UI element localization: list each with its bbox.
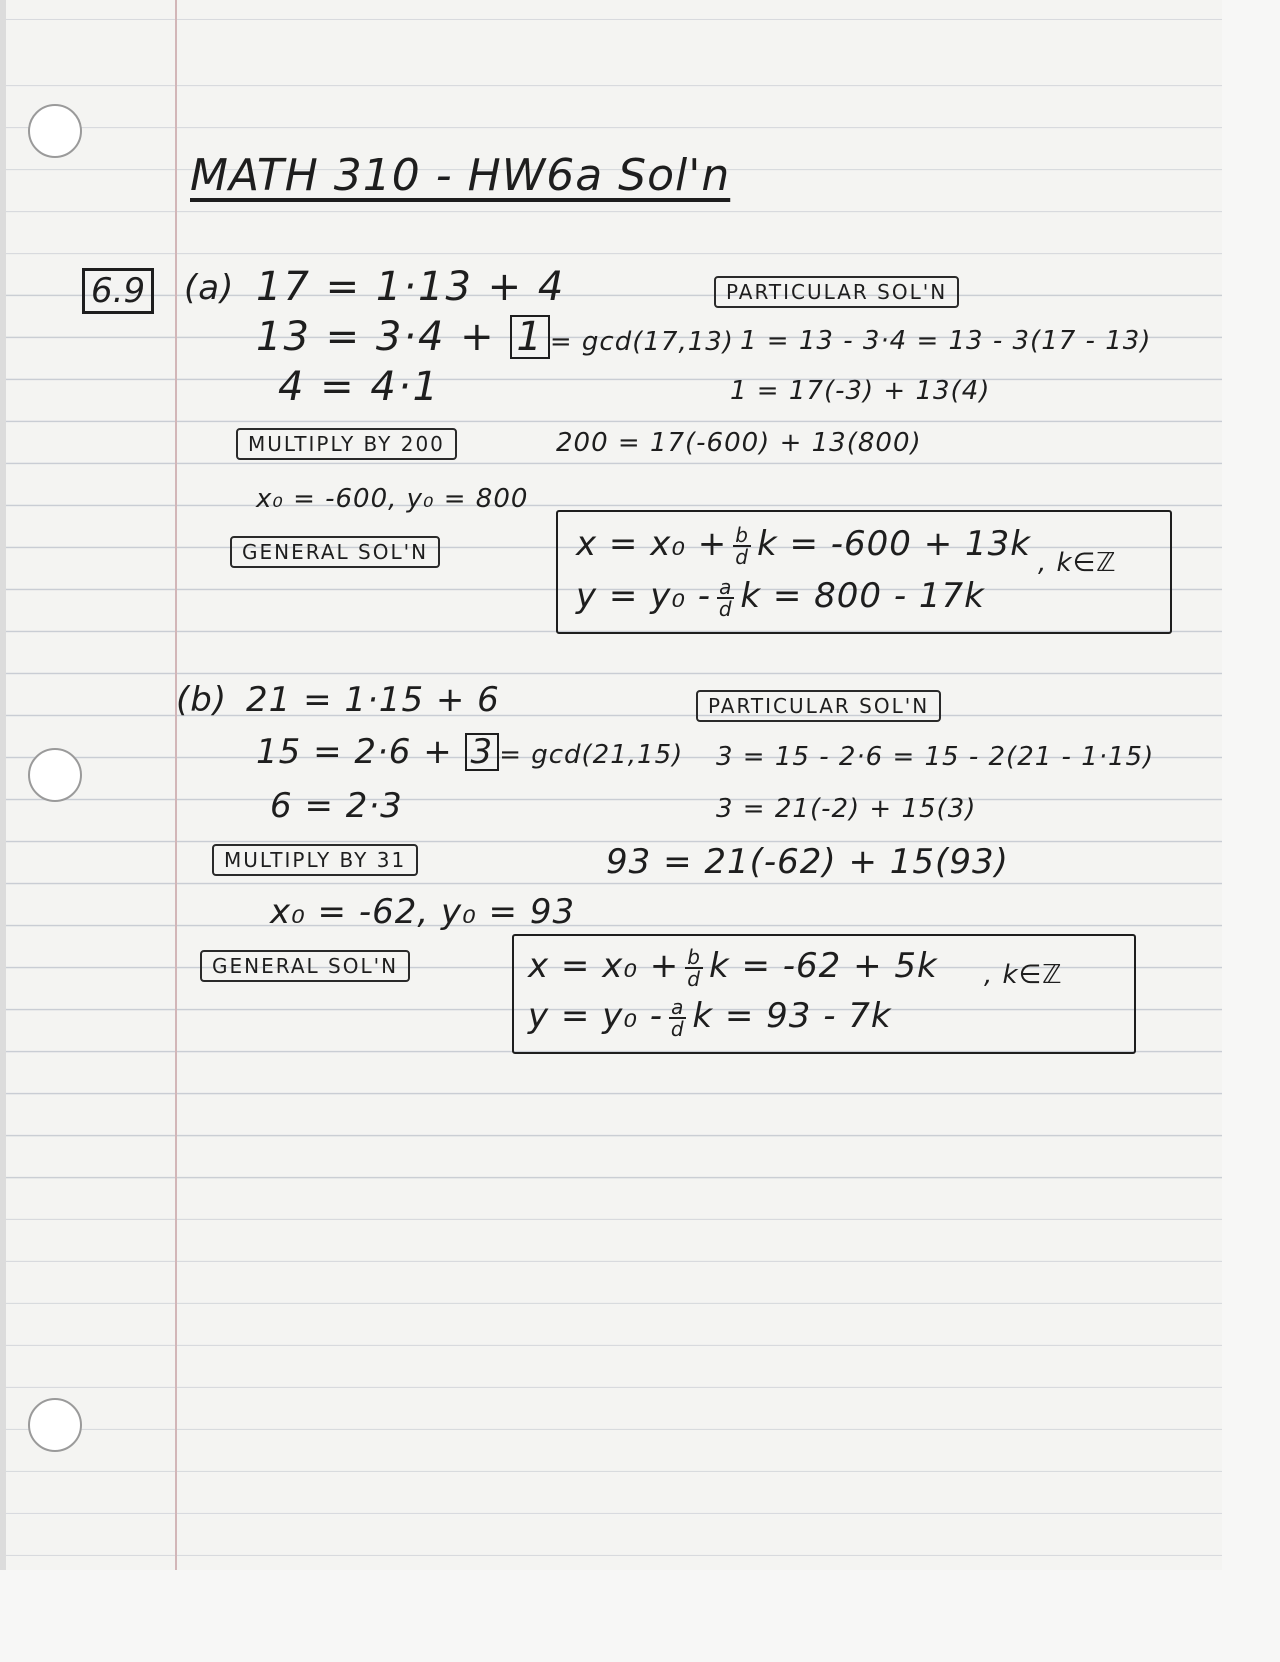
margin-line — [175, 0, 177, 1662]
binder-hole — [28, 1398, 82, 1452]
fraction-denominator: d — [687, 966, 701, 991]
back-substitution: 3 = 15 - 2·6 = 15 - 2(21 - 1·15) — [716, 742, 1155, 772]
gcd-value: 3 — [465, 733, 500, 771]
part-a-label: (a) — [184, 268, 235, 308]
fraction-denominator: d — [718, 596, 733, 621]
binder-hole — [28, 748, 82, 802]
multiply-tag: MULTIPLY BY 200 — [236, 428, 457, 460]
fraction-denominator: d — [670, 1016, 685, 1041]
euclid-step-gcd — [256, 314, 734, 360]
particular-values: x₀ = -62, y₀ = 93 — [270, 892, 576, 932]
back-substitution: 1 = 13 - 3·4 = 13 - 3(17 - 13) — [740, 326, 1152, 356]
fraction-denominator: d — [735, 544, 749, 569]
general-x-rhs: k = -600 + 13k — [756, 524, 1031, 564]
general-x-lhs: x = x₀ + — [528, 946, 680, 986]
page-edge-right — [1222, 0, 1280, 1662]
page-edge-bottom — [0, 1570, 1280, 1662]
binder-hole — [28, 104, 82, 158]
multiply-tag: MULTIPLY BY 31 — [212, 844, 418, 876]
particular-solution-tag: PARTICULAR SOL'N — [696, 690, 941, 722]
gcd-value: 1 — [510, 315, 549, 359]
fraction — [669, 994, 686, 1041]
general-x-lhs: x = x₀ + — [576, 524, 728, 564]
fraction-numerator: a — [671, 994, 685, 1019]
general-y-rhs: k = 93 - 7k — [692, 996, 892, 1036]
general-solution-tag: GENERAL SOL'N — [230, 536, 440, 568]
scaled-equation: 200 = 17(-600) + 13(800) — [556, 428, 922, 458]
gcd-note: = gcd(17,13) — [549, 327, 734, 357]
euclid-step: 17 = 1·13 + 4 — [256, 264, 566, 310]
general-x-rhs: k = -62 + 5k — [708, 946, 938, 986]
particular-values: x₀ = -600, y₀ = 800 — [256, 484, 529, 514]
euclid-step-gcd — [256, 732, 683, 772]
particular-solution-tag: PARTICULAR SOL'N — [714, 276, 959, 308]
problem-number: 6.9 — [82, 268, 154, 314]
page-title: MATH 310 - HW6a Sol'n — [190, 150, 731, 201]
fraction-numerator: b — [687, 944, 701, 969]
general-y-lhs: y = y₀ - — [576, 576, 712, 616]
general-y-lhs: y = y₀ - — [528, 996, 664, 1036]
euclid-step: 6 = 2·3 — [270, 786, 403, 826]
fraction — [733, 522, 751, 569]
general-solution-box — [512, 934, 1136, 1054]
general-y — [528, 996, 892, 1039]
back-substitution: 3 = 21(-2) + 15(3) — [716, 794, 977, 824]
euclid-step: 15 = 2·6 + — [256, 732, 465, 772]
euclid-step: 13 = 3·4 + — [256, 314, 511, 360]
fraction-numerator: b — [735, 522, 749, 547]
general-x — [576, 524, 1031, 567]
page-edge — [0, 0, 6, 1662]
gcd-note: = gcd(21,15) — [499, 740, 684, 770]
general-x — [528, 946, 938, 989]
fraction — [717, 574, 734, 621]
fraction-numerator: a — [719, 574, 733, 599]
part-b-label: (b) — [176, 680, 228, 720]
general-y-rhs: k = 800 - 17k — [740, 576, 985, 616]
back-substitution: 1 = 17(-3) + 13(4) — [730, 376, 991, 406]
scaled-equation: 93 = 21(-62) + 15(93) — [606, 842, 1009, 882]
integer-domain: , k∈ℤ — [984, 960, 1063, 990]
general-solution-tag: GENERAL SOL'N — [200, 950, 410, 982]
euclid-step: 4 = 4·1 — [278, 364, 441, 410]
fraction — [685, 944, 703, 991]
integer-domain: , k∈ℤ — [1038, 548, 1117, 578]
general-solution-box — [556, 510, 1172, 634]
general-y — [576, 576, 985, 619]
euclid-step: 21 = 1·15 + 6 — [246, 680, 500, 720]
